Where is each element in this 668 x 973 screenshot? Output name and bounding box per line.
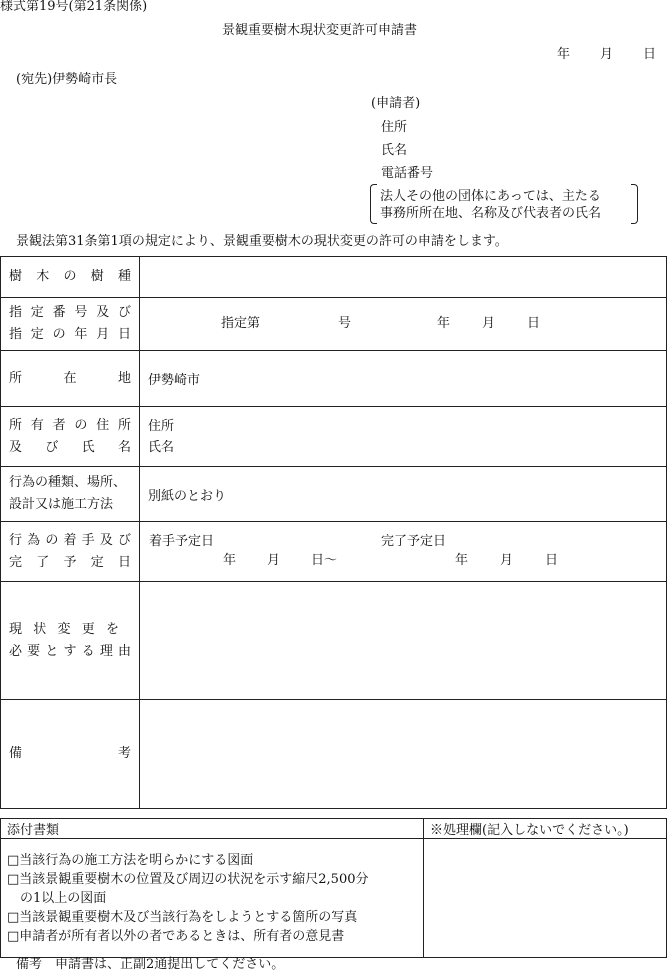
designation-value[interactable] xyxy=(140,298,667,351)
footer-note: 備考 申請書は、正副2通提出してください。 xyxy=(16,957,285,972)
processing-header: ※処理欄(記入しないでください。) xyxy=(424,819,667,839)
remarks-value[interactable] xyxy=(140,700,667,809)
attachments-list xyxy=(1,839,424,958)
start-date-label: 着手予定日 xyxy=(149,534,215,549)
designation-no-suffix: 号 xyxy=(338,316,352,331)
act-label-line1: 行為の種類、場所、 xyxy=(9,475,127,490)
owner-label-line1: 所有者の住所 xyxy=(9,417,131,433)
owner-value[interactable] xyxy=(140,407,667,467)
attachment-item[interactable]: □当該行為の施工方法を明らかにする図面 xyxy=(7,853,254,868)
left-bracket xyxy=(370,184,377,224)
addressee: (宛先)伊勢崎市長 xyxy=(16,72,118,87)
application-table xyxy=(0,256,667,809)
reason-value[interactable] xyxy=(140,582,667,700)
reason-label-line1: 現状変更を xyxy=(9,621,119,637)
attachment-item[interactable]: □申請者が所有者以外の者であるときは、所有者の意見書 xyxy=(7,929,345,944)
start-year: 年 xyxy=(223,553,237,568)
owner-label xyxy=(1,407,140,467)
act-value[interactable]: 別紙のとおり xyxy=(140,467,667,522)
species-value[interactable] xyxy=(140,257,667,298)
act-label-line2: 設計又は施工方法 xyxy=(9,497,114,512)
schedule-value[interactable] xyxy=(140,522,667,582)
intro-text: 景観法第31条第1項の規定により、景観重要樹木の現状変更の許可の申請をします。 xyxy=(16,234,508,249)
form-number: 様式第19号(第21条関係) xyxy=(0,0,148,14)
act-label xyxy=(1,467,140,522)
end-month: 月 xyxy=(500,553,514,568)
species-label: 樹木の樹種 xyxy=(1,257,140,298)
corp-note-line1: 法人その他の団体にあっては、主たる xyxy=(380,189,601,204)
designation-label-line2: 指定の年月日 xyxy=(9,327,131,342)
end-date-label: 完了予定日 xyxy=(381,534,447,549)
schedule-label-line2: 完了予定日 xyxy=(9,554,131,570)
end-day: 日 xyxy=(545,553,559,568)
reason-label xyxy=(1,582,140,700)
designation-year: 年 xyxy=(437,316,451,331)
owner-address-label: 住所 xyxy=(148,418,175,434)
applicant-heading: (申請者) xyxy=(371,96,421,111)
date-year: 年 xyxy=(557,47,571,62)
page-title: 景観重要樹木現状変更許可申請書 xyxy=(222,23,418,38)
reason-label-line2: 必要とする理由 xyxy=(9,643,131,659)
designation-day: 日 xyxy=(527,316,541,331)
schedule-label xyxy=(1,522,140,582)
applicant-phone-label: 電話番号 xyxy=(381,166,434,181)
attachment-item[interactable]: □当該景観重要樹木及び当該行為をしようとする箇所の写真 xyxy=(7,910,358,925)
start-month: 月 xyxy=(267,553,281,568)
remarks-label: 備考 xyxy=(1,700,140,809)
date-day: 日 xyxy=(643,47,657,62)
end-year: 年 xyxy=(455,553,469,568)
attachments-table xyxy=(0,818,667,958)
attachment-item[interactable]: □当該景観重要樹木の位置及び周辺の状況を示す縮尺2,500分 xyxy=(7,872,369,887)
corp-note-line2: 事務所所在地、名称及び代表者の氏名 xyxy=(380,206,602,221)
location-value[interactable]: 伊勢崎市 xyxy=(140,351,667,407)
applicant-name-label: 氏名 xyxy=(381,143,408,158)
schedule-label-line1: 行為の着手及び xyxy=(9,532,131,548)
processing-area xyxy=(424,839,667,958)
attachments-header: 添付書類 xyxy=(1,819,424,839)
designation-label-line1: 指定番号及び xyxy=(9,305,131,320)
owner-label-line2: 及び氏名 xyxy=(9,439,131,455)
start-day: 日～ xyxy=(311,553,338,568)
right-bracket xyxy=(631,184,638,224)
applicant-address-label: 住所 xyxy=(381,120,408,135)
designation-no-prefix: 指定第 xyxy=(221,316,261,331)
date-month: 月 xyxy=(600,47,614,62)
attachment-item-cont: の1以上の図面 xyxy=(7,891,107,906)
designation-label xyxy=(1,298,140,351)
designation-month: 月 xyxy=(482,316,496,331)
location-label: 所在地 xyxy=(1,351,140,407)
owner-name-label: 氏名 xyxy=(148,439,175,455)
